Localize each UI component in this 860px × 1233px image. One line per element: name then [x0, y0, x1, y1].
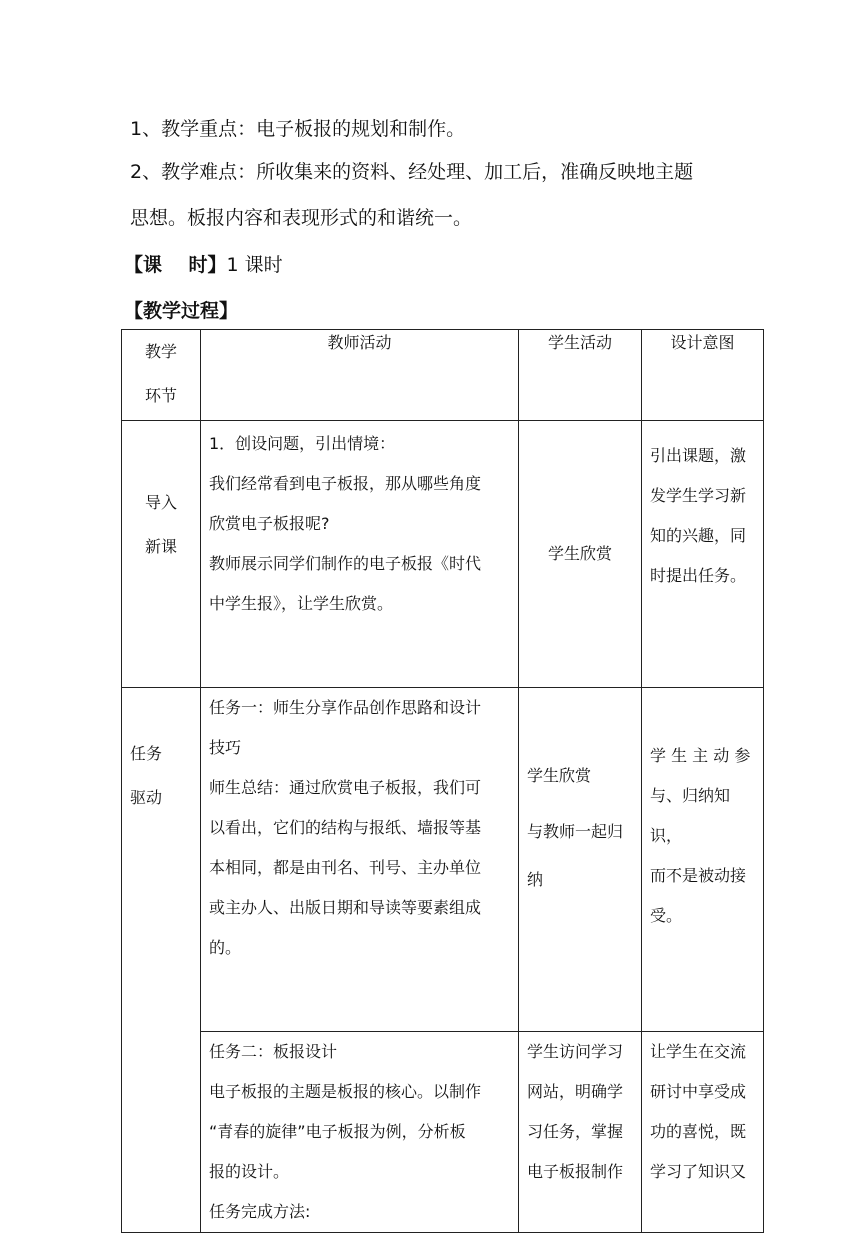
- teacher-line: 以看出，它们的结构与报纸、墙报等基: [209, 818, 482, 837]
- teacher-line: 1．创设问题，引出情境：: [209, 434, 396, 453]
- table-row: [122, 421, 764, 688]
- intent-line: 发学生学习新: [650, 486, 747, 505]
- intent-line: 时提出任务。: [650, 566, 747, 585]
- header-student: 学生活动: [519, 330, 642, 421]
- student-line: 与教师一起归: [527, 822, 624, 841]
- teacher-line: 任务一：师生分享作品创作思路和设计: [209, 698, 482, 717]
- intent-line: 知的兴趣，同: [650, 526, 747, 545]
- intent-line: 而不是被动接: [650, 866, 747, 885]
- intent-line: 受。: [650, 906, 683, 925]
- teacher-line: “青春的旋律”电子板报为例，分析板: [209, 1122, 466, 1141]
- intent-line: 学习了知识又: [650, 1162, 747, 1181]
- difficulty-paragraph-line2: 思想。板报内容和表现形式的和谐统一。: [130, 207, 473, 229]
- stage-cell: [122, 688, 201, 1233]
- stage-line1: 任务: [130, 744, 163, 763]
- header-stage-line1: 教学: [144, 342, 177, 361]
- teacher-activity-cell: [201, 421, 519, 688]
- student-activity-cell: [519, 1032, 642, 1233]
- intent-cell: [642, 421, 764, 688]
- header-teacher: 教师活动: [201, 330, 519, 421]
- teacher-line: 师生总结：通过欣赏电子板报，我们可: [209, 778, 482, 797]
- teacher-line: 教师展示同学们制作的电子板报《时代: [209, 554, 482, 573]
- header-stage: [122, 330, 201, 421]
- intent-cell: [642, 1032, 764, 1233]
- teacher-line: 我们经常看到电子板报，那从哪些角度: [209, 474, 482, 493]
- student-line: 学生欣赏: [527, 766, 592, 785]
- teaching-process-table: [121, 329, 764, 1233]
- class-hours-value: 1 课时: [226, 254, 283, 276]
- intent-line: 功的喜悦，既: [650, 1122, 747, 1141]
- intent-line: 研讨中享受成: [650, 1082, 747, 1101]
- table-row: [122, 1032, 764, 1233]
- intent-line: 与、归纳知识，: [650, 786, 731, 845]
- teacher-line: 欣赏电子板报呢?: [209, 514, 330, 533]
- teacher-line: 电子板报的主题是板报的核心。以制作: [209, 1082, 482, 1101]
- teacher-line: 中学生报》，让学生欣赏。: [209, 594, 394, 613]
- student-line: 学生欣赏: [547, 544, 612, 563]
- teacher-activity-cell: [201, 1032, 519, 1233]
- class-hours-line: [124, 250, 283, 277]
- table-header-row: [122, 330, 764, 421]
- student-activity-cell: [519, 688, 642, 1032]
- teacher-line: 或主办人、出版日期和导读等要素组成: [209, 898, 482, 917]
- table-row: [122, 688, 764, 1032]
- process-heading: 【教学过程】: [124, 300, 239, 322]
- intent-line: 学 生 主 动 参: [650, 746, 751, 765]
- teacher-line: 本相同，都是由刊名、刊号、主办单位: [209, 858, 482, 877]
- student-line: 网站，明确学: [527, 1082, 624, 1101]
- teacher-line: 的。: [209, 938, 242, 957]
- intent-line: 让学生在交流: [650, 1042, 747, 1061]
- teacher-activity-cell: [201, 688, 519, 1032]
- student-line: 纳: [527, 870, 544, 889]
- stage-line2: 新课: [144, 537, 177, 556]
- teacher-line: 技巧: [209, 738, 242, 757]
- intent-line: 引出课题，激: [650, 446, 747, 465]
- stage-line1: 导入: [144, 493, 177, 512]
- difficulty-paragraph-line1: 2、教学难点：所收集来的资料、经处理、加工后，准确反映地主题: [130, 161, 694, 183]
- student-line: 学生访问学习: [527, 1042, 624, 1061]
- key-point-paragraph: 1、教学重点：电子板报的规划和制作。: [130, 118, 466, 140]
- header-intent: 设计意图: [642, 330, 764, 421]
- intent-cell: [642, 688, 764, 1032]
- teacher-line: 任务二：板报设计: [209, 1042, 338, 1061]
- teacher-line: 任务完成方法:: [209, 1202, 311, 1221]
- student-activity-cell: [519, 421, 642, 688]
- student-line: 习任务，掌握: [527, 1122, 624, 1141]
- student-line: 电子板报制作: [527, 1162, 624, 1181]
- header-stage-line2: 环节: [144, 386, 177, 405]
- stage-cell: [122, 421, 201, 688]
- stage-line2: 驱动: [130, 788, 163, 807]
- teacher-line: 报的设计。: [209, 1162, 290, 1181]
- class-hours-label: 【课 时】: [124, 254, 227, 276]
